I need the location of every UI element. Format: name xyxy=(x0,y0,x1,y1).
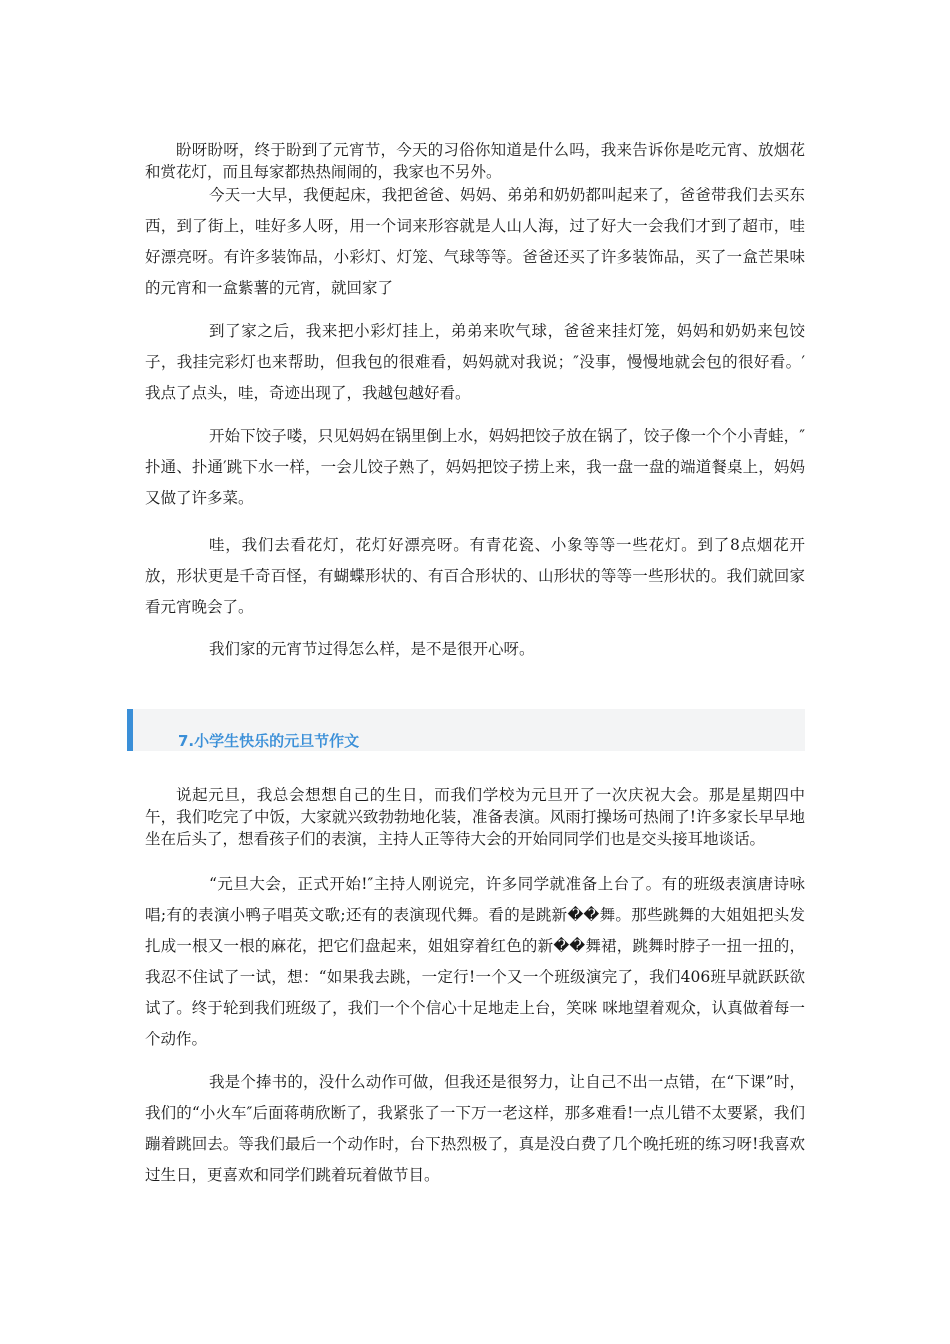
heading-accent-stripe xyxy=(127,709,133,751)
paragraph-new-year-performances: “元旦大会，正式开始!″主持人刚说完，许多同学就准备上台了。有的班级表演唐诗咏唱;有的表演小鸭子唱英文歌;还有的表演现代舞。看的是跳新��舞。那些跳舞的大姐姐把头发扎成一根又一根的麻花，把它们盘起来，姐姐穿着红色的新��舞裙，跳舞时脖子一扭一扭的，我忍不住试了一试，想：“如果我去跳，一定行!一个又一个班级演完了，我们406班早就跃跃欲试了。终于轮到我们班级了，我们一个个信心十足地走上台，笑咪 咪地望着观众，认真做着每一个动作。 xyxy=(145,875,805,1048)
paragraph-new-year-conclusion: 我是个捧书的，没什么动作可做，但我还是很努力，让自己不出一点错，在“下课”时，我们的“小火车″后面蒋萌欣断了，我紧张了一下万一老这样，那多难看!一点儿错不太要紧，我们蹦着跳回去。等我们最后一个动作时，台下热烈极了，真是没白费了几个晚托班的练习呀!我喜欢过生日，更喜欢和同学们跳着玩着做节目。 xyxy=(145,1073,805,1184)
paragraph-decorating-home: 到了家之后，我来把小彩灯挂上，弟弟来吹气球，爸爸来挂灯笼，妈妈和奶奶来包饺子，我挂完彩灯也来帮助，但我包的很难看，妈妈就对我说；″没事，慢慢地就会包的很好看。′我点了点头，哇，奇迹出现了，我越包越好看。 xyxy=(145,322,805,402)
paragraph-lantern-conclusion: 我们家的元宵节过得怎么样，是不是很开心呀。 xyxy=(209,640,535,658)
paragraph-morning-shopping: 今天一大早，我便起床，我把爸爸、妈妈、弟弟和奶奶都叫起来了，爸爸带我们去买东西，到了街上，哇好多人呀，用一个词来形容就是人山人海，过了好大一会我们才到了超市，哇好漂亮呀。有许多装饰品，小彩灯、灯笼、气球等等。爸爸还买了许多装饰品，买了一盒芒果味的元宵和一盒紫薯的元宵，就回家了 xyxy=(145,186,805,297)
section-heading-title: 7.小学生快乐的元旦节作文 xyxy=(178,732,360,750)
paragraph-viewing-lanterns: 哇，我们去看花灯，花灯好漂亮呀。有青花瓷、小象等等一些花灯。到了8点烟花开放，形状更是千奇百怪，有蝴蝶形状的、有百合形状的、山形状的等等一些形状的。我们就回家看元宵晚会了。 xyxy=(145,536,805,616)
paragraph-cooking-dumplings: 开始下饺子喽，只见妈妈在锅里倒上水，妈妈把饺子放在锅了，饺子像一个个小青蛙，″扑通、扑通′跳下水一样，一会儿饺子熟了，妈妈把饺子捞上来，我一盘一盘的端道餐桌上，妈妈又做了许多菜。 xyxy=(145,427,805,507)
paragraph-new-year-intro: 说起元旦，我总会想想自己的生日，而我们学校为元旦开了一次庆祝大会。那是星期四中午，我们吃完了中饭，大家就兴致勃勃地化装，准备表演。风雨打操场可热闹了!许多家长早早地坐在后头了，想看孩子们的表演，主持人正等待大会的开始同同学们也是交头接耳地谈话。 xyxy=(145,786,805,848)
paragraph-lantern-intro: 盼呀盼呀，终于盼到了元宵节，今天的习俗你知道是什么吗，我来告诉你是吃元宵、放烟花和赏花灯，而且每家都热热闹闹的，我家也不另外。 xyxy=(145,141,805,181)
section-heading-bar xyxy=(127,709,805,751)
